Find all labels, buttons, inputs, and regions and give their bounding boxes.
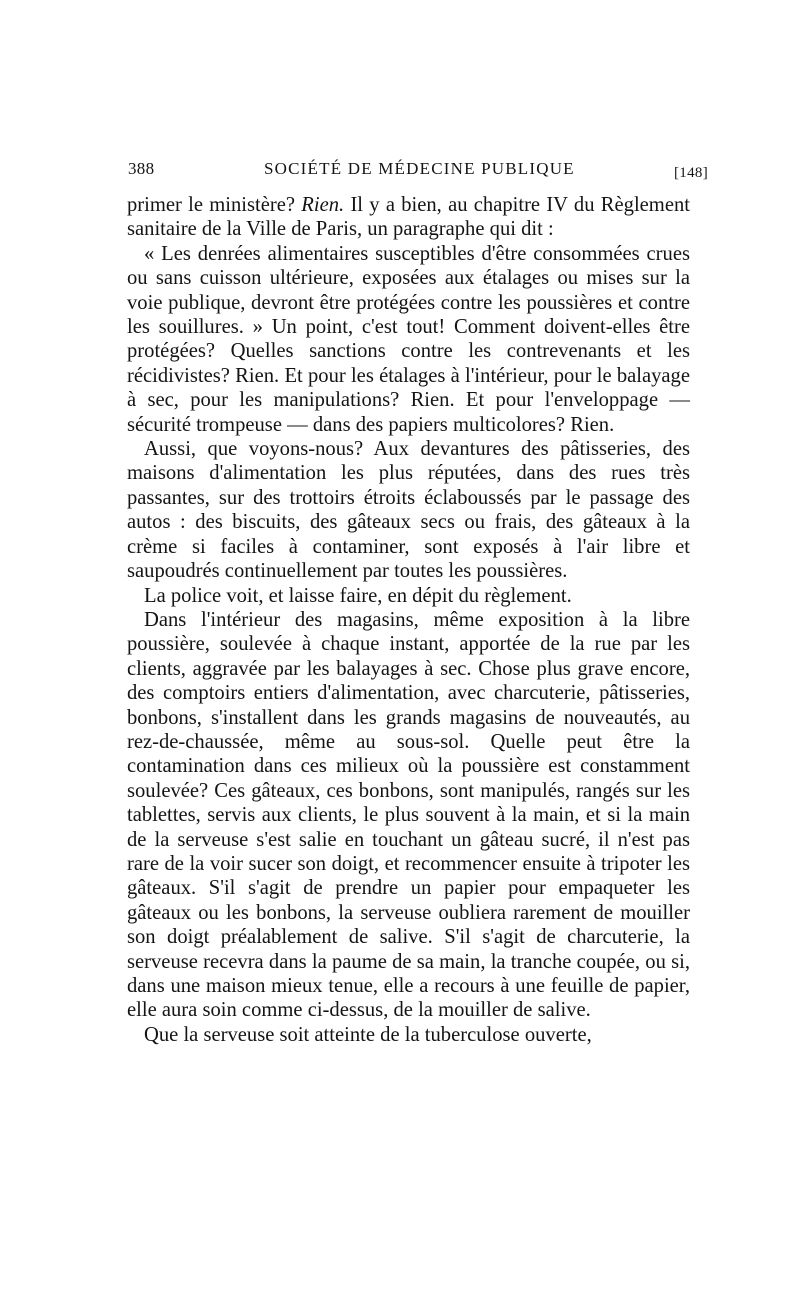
page-number: 388 <box>128 159 155 178</box>
paragraph-police: La police voit, et laisse faire, en dépit du règlement. <box>144 584 572 607</box>
paragraph-continuation <box>127 193 690 242</box>
running-header <box>128 155 708 185</box>
paragraph-tuberculosis: Que la serveuse soit atteinte de la tuberculose ouverte, <box>144 1023 592 1046</box>
body-text <box>127 193 690 1047</box>
paragraph-text: primer le ministère? <box>127 194 302 216</box>
paragraph-shop-fronts: Aussi, que voyons-nous? Aux devantures des pâtisseries, des maisons d'alimentation les plus réputées, dans des rues très passantes, sur des trottoirs étroits éclaboussés par le passage des autos : des biscuits, des gâteaux secs ou frais, des gâteaux à la crème si faciles à contaminer, sont exposés à l'air libre et saupoudrés continuellement par toutes les poussières. <box>127 438 690 583</box>
emphasized-word: Rien. <box>301 194 345 216</box>
bracketed-page-reference: [148] <box>674 165 708 181</box>
paragraph-interior-shops: Dans l'intérieur des magasins, même exposition à la libre poussière, soulevée à chaque instant, apportée de la rue par les clients, aggravée par les balayages à sec. Chose plus grave encore, des comptoirs entiers d'alimentation, avec charcuterie, pâtisseries, bonbons, s'installent dans les grands magasins de nouveautés, au rez-de-chaussée, même au sous-sol. Quelle peut être la contamination dans ces milieux où la poussière est constamment soulevée? Ces gâteaux, ces bonbons, sont manipulés, rangés sur les tablettes, servis aux clients, le plus souvent à la main, et si la main de la serveuse s'est salie en touchant un gâteau sucré, il n'est pas rare de la voir sucer son doigt, et recommencer ensuite à tripoter les gâteaux. S'il s'agit de prendre un papier pour empaqueter les gâteaux ou les bonbons, la serveuse oubliera rarement de mouiller son doigt préalablement de salive. S'il s'agit de charcuterie, la serveuse recevra dans la paume de sa main, la tranche coupée, ou si, dans une maison mieux tenue, elle a recours à une feuille de papier, elle aura soin comme ci-dessus, de la mouiller de salive. <box>127 608 690 1022</box>
journal-title: SOCIÉTÉ DE MÉDECINE PUBLIQUE <box>264 159 575 178</box>
paragraph-quoted-regulation: « Les denrées alimentaires susceptibles d'être consommées crues ou sans cuisson ultérieure, exposées aux étalages ou mises sur la voie publique, devront être protégées contre les poussières et contre les souillures. » Un point, c'est tout! Comment doivent-elles être protégées? Quelles sanctions contre les contrevenants et les récidivistes? Rien. Et pour les étalages à l'intérieur, pour le balayage à sec, pour les manipulations? Rien. Et pour l'enveloppage — sécurité trompeuse — dans des papiers multicolores? Rien. <box>127 242 690 436</box>
paragraph-text: Il y a bien, au chapitre IV du Règlement sanitaire de la Ville de Paris, un paragraphe qui dit : <box>127 194 690 241</box>
